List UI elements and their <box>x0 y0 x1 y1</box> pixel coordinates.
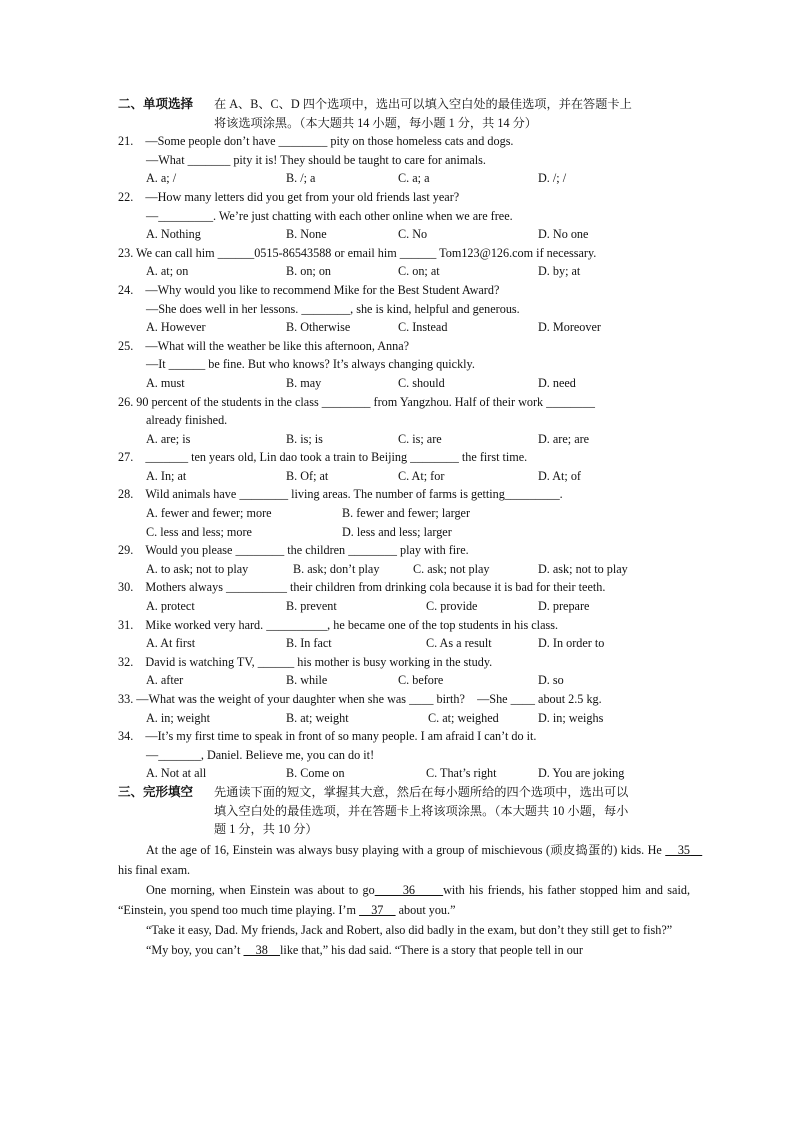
question-stem: 29. Would you please ________ the children ________ play with fire. <box>118 543 469 558</box>
option-b: B. /; a <box>286 171 316 186</box>
question-stem-cont: already finished. <box>146 413 228 428</box>
option-a: A. are; is <box>146 431 191 446</box>
question-stem-cont: —It ______ be fine. But who knows? It’s always changing quickly. <box>146 357 475 372</box>
option-a: A. In; at <box>146 468 187 483</box>
option-d: D. /; / <box>538 171 567 186</box>
passage-text: like that,” his dad said. “There is a story that people tell in our <box>280 942 583 957</box>
question-list <box>118 132 690 783</box>
option-c: C. No <box>398 227 428 242</box>
question-stem: 23. We can call him ______0515-86543588 or email him ______ Tom123@126.com if necessary. <box>118 245 597 260</box>
option-c: C. Instead <box>398 320 448 335</box>
passage-paragraph-3: “Take it easy, Dad. My friends, Jack and Robert, also did badly in the exam, but don’t they still get to fish?” <box>146 922 673 937</box>
passage-text: “My boy, you can’t <box>146 942 244 957</box>
section3-title: 三、完形填空 <box>118 783 194 799</box>
question-stem: 24. —Why would you like to recommend Mike for the Best Student Award? <box>118 282 500 297</box>
question-stem: 30. Mothers always __________ their children from drinking cola because it is bad for their teeth. <box>118 580 606 595</box>
passage-paragraph-1 <box>118 840 703 880</box>
option-d: D. prepare <box>538 599 590 614</box>
option-b: B. at; weight <box>286 710 349 725</box>
option-a: A. protect <box>146 599 195 614</box>
option-row <box>118 709 690 728</box>
option-d: D. In order to <box>538 636 605 651</box>
question-stem: 27. _______ ten years old, Lin dao took a train to Beijing ________ the first time. <box>118 450 528 465</box>
section2-title: 二、单项选择 <box>118 96 194 111</box>
question-stem: 22. —How many letters did you get from your old friends last year? <box>118 189 460 204</box>
option-b: B. Of; at <box>286 468 329 483</box>
passage-text: with his friends, his father stopped him and said, “Einstein, you spend too much time playing. I’m <box>118 882 690 917</box>
section3-instruction-cont2: 题 1 分，共 10 分） <box>214 822 318 837</box>
option-d: D. so <box>538 673 564 688</box>
option-c: C. provide <box>426 599 478 614</box>
question-stem: 28. Wild animals have ________ living areas. The number of farms is getting_________. <box>118 487 563 502</box>
blank-35: 35 <box>665 842 703 857</box>
section3-instruction-cont: 填入空白处的最佳选项，并在答题卡上将该项涂黑。（本大题共 10 小题，每小 <box>214 803 629 818</box>
passage-text: At the age of 16, Einstein was always busy playing with a group of mischievous (顽皮捣蛋的) kids. He <box>146 842 662 857</box>
blank-36: 36 <box>374 882 444 897</box>
option-d: D. At; of <box>538 468 581 483</box>
option-b: B. Come on <box>286 766 345 781</box>
option-a: A. after <box>146 673 184 688</box>
option-c: C. That’s right <box>426 766 497 781</box>
option-c: C. a; a <box>398 171 430 186</box>
option-row <box>118 318 690 337</box>
passage-paragraph-4 <box>118 940 690 960</box>
option-d: D. by; at <box>538 264 581 279</box>
option-a: A. Not at all <box>146 766 207 781</box>
question-stem-cont: —What _______ pity it is! They should be taught to care for animals. <box>146 152 486 167</box>
option-row <box>118 262 690 281</box>
section2-header <box>118 95 690 114</box>
option-a: A. to ask; not to play <box>146 561 249 576</box>
option-row <box>118 467 690 486</box>
option-b: B. may <box>286 375 322 390</box>
option-row <box>118 430 690 449</box>
option-row <box>118 374 690 393</box>
option-row <box>118 597 690 616</box>
section3-instruction: 先通读下面的短文，掌握其大意，然后在每小题所给的四个选项中，选出可以 <box>214 784 629 799</box>
blank-37: 37 <box>359 902 396 917</box>
option-b: B. prevent <box>286 599 337 614</box>
option-row <box>118 225 690 244</box>
option-b: B. In fact <box>286 636 332 651</box>
option-a: A. At first <box>146 636 196 651</box>
section3-header <box>118 783 690 802</box>
option-b: B. Otherwise <box>286 320 351 335</box>
option-b: B. fewer and fewer; larger <box>342 506 471 521</box>
option-b: B. is; is <box>286 431 323 446</box>
option-c: C. ask; not play <box>413 561 490 576</box>
option-a: A. at; on <box>146 264 189 279</box>
question-stem: 31. Mike worked very hard. __________, he became one of the top students in his class. <box>118 617 559 632</box>
option-a: A. a; / <box>146 171 177 186</box>
option-d: D. less and less; larger <box>342 524 452 539</box>
question-stem-cont: —_______, Daniel. Believe me, you can do it! <box>146 747 375 762</box>
option-d: D. are; are <box>538 431 590 446</box>
option-row <box>118 671 690 690</box>
option-a: A. fewer and fewer; more <box>146 506 272 521</box>
option-c: C. at; weighed <box>428 710 499 725</box>
passage-text: One morning, when Einstein was about to go <box>146 882 375 897</box>
option-d: D. Moreover <box>538 320 601 335</box>
option-c: C. At; for <box>398 468 445 483</box>
section2-instruction-cont: 将该选项涂黑。（本大题共 14 小题，每小题 1 分，共 14 分） <box>214 115 537 130</box>
question-stem: 25. —What will the weather be like this afternoon, Anna? <box>118 338 410 353</box>
exam-page <box>118 95 703 960</box>
section2-instruction: 在 A、B、C、D 四个选项中，选出可以填入空白处的最佳选项，并在答题卡上 <box>214 97 632 111</box>
option-a: A. in; weight <box>146 710 210 725</box>
option-row <box>118 764 690 783</box>
option-c: C. As a result <box>426 636 492 651</box>
option-c: C. is; are <box>398 431 442 446</box>
blank-38: 38 <box>243 942 281 957</box>
option-d: D. No one <box>538 227 589 242</box>
option-row <box>118 634 690 653</box>
option-c: C. on; at <box>398 264 440 279</box>
option-d: D. need <box>538 375 576 390</box>
option-c: C. before <box>398 673 444 688</box>
question-stem-cont: —She does well in her lessons. ________, she is kind, helpful and generous. <box>146 301 520 316</box>
question-stem: 21. —Some people don’t have ________ pity on those homeless cats and dogs. <box>118 134 514 149</box>
option-a: A. must <box>146 375 185 390</box>
option-row <box>118 523 690 542</box>
option-row <box>118 504 690 523</box>
question-stem: 32. David is watching TV, ______ his mother is busy working in the study. <box>118 654 493 669</box>
question-stem-cont: —_________. We’re just chatting with each other online when we are free. <box>146 208 513 223</box>
option-row <box>118 169 690 188</box>
option-c: C. should <box>398 375 445 390</box>
question-stem: 33. —What was the weight of your daughter when she was ____ birth? —She ____ about 2.5 kg. <box>118 692 602 706</box>
option-b: B. on; on <box>286 264 332 279</box>
option-a: A. However <box>146 320 206 335</box>
passage-text: his final exam. <box>118 862 191 877</box>
option-b: B. ask; don’t play <box>293 561 380 576</box>
option-d: D. You are joking <box>538 766 625 781</box>
option-d: D. in; weighs <box>538 710 604 725</box>
option-d: D. ask; not to play <box>538 561 628 576</box>
passage-text: about you.” <box>395 902 456 917</box>
question-stem: 26. 90 percent of the students in the class ________ from Yangzhou. Half of their work ________ <box>118 394 595 409</box>
option-row <box>118 560 690 579</box>
option-b: B. None <box>286 227 327 242</box>
option-c: C. less and less; more <box>146 524 252 539</box>
question-stem: 34. —It’s my first time to speak in front of so many people. I am afraid I can’t do it. <box>118 729 537 744</box>
option-b: B. while <box>286 673 328 688</box>
passage-paragraph-2 <box>118 880 690 920</box>
option-a: A. Nothing <box>146 227 201 242</box>
